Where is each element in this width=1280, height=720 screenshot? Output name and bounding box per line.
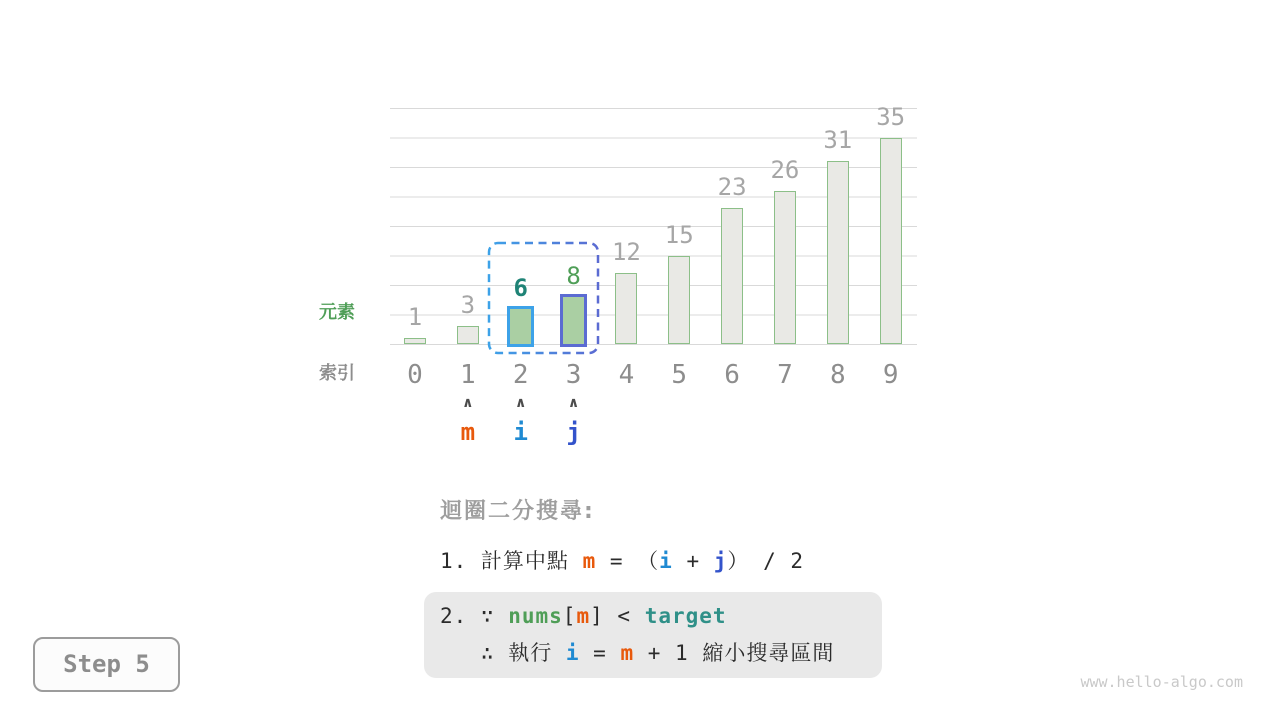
index-label-6: 6 (724, 360, 740, 390)
step1-line (440, 547, 804, 576)
bar-index-0 (404, 338, 426, 344)
code-token: ] < (590, 604, 645, 628)
code-token: m (620, 641, 635, 665)
bar-value-label: 23 (717, 173, 747, 202)
pointer-label-i: i (513, 418, 528, 446)
code-token: 1. 計算中點 (440, 549, 583, 573)
code-token: m (582, 549, 597, 573)
code-token: j (713, 549, 728, 573)
index-label-8: 8 (829, 360, 846, 390)
bar-value-label: 8 (566, 261, 581, 290)
bar-value-label: 6 (513, 273, 528, 302)
code-token: 2. ∵ (440, 604, 509, 628)
index-label-7: 7 (777, 360, 793, 390)
bar-index-5 (668, 256, 690, 345)
bar-index-7 (774, 191, 796, 344)
index-label-4: 4 (618, 360, 635, 390)
code-token: = (579, 641, 621, 665)
bar-value-label: 12 (611, 238, 641, 267)
code-token: m (576, 604, 591, 628)
code-token: nums (508, 604, 563, 628)
loop-heading: 迴圈二分搜尋: (440, 499, 595, 524)
step2-action-line (440, 635, 882, 672)
bar-value-label: 26 (770, 155, 800, 184)
bar-index-9 (880, 138, 902, 345)
bar-value-label: 1 (407, 303, 423, 332)
code-token: [ (562, 604, 577, 628)
bar-value-label: 3 (460, 291, 476, 320)
index-label-1: 1 (460, 360, 476, 390)
bar-index-4 (615, 273, 637, 344)
step-badge: Step 5 (33, 637, 180, 692)
caret-up-icon: ∧ (567, 395, 580, 411)
code-token: ∴ 執行 (440, 641, 566, 665)
code-token: target (644, 604, 727, 628)
bar-value-label: 31 (823, 126, 853, 155)
index-axis-label: 索引 (319, 363, 355, 384)
bar-index-2 (507, 306, 534, 347)
step2-box (424, 592, 882, 678)
index-label-3: 3 (565, 360, 582, 390)
bar-chart (390, 102, 917, 345)
index-label-9: 9 (882, 360, 899, 390)
index-label-2: 2 (512, 360, 529, 390)
bar-index-8 (827, 161, 849, 344)
code-token: i (565, 641, 580, 665)
code-token: + 1 縮小搜尋區間 (634, 641, 835, 665)
bar-index-3 (560, 294, 587, 347)
bar-index-6 (721, 208, 743, 344)
step2-condition-line (440, 598, 882, 635)
code-token: ） / 2 (727, 549, 804, 573)
website-url: www.hello-algo.com (1080, 673, 1243, 691)
index-label-0: 0 (407, 360, 423, 390)
bar-value-label: 15 (664, 220, 694, 249)
pointer-label-j: j (566, 418, 581, 446)
caret-up-icon: ∧ (515, 395, 527, 411)
elements-axis-label: 元素 (319, 302, 355, 323)
bar-index-1 (457, 326, 479, 344)
code-token: = （ (596, 549, 660, 573)
code-token: i (659, 549, 673, 573)
bar-value-label: 35 (876, 102, 906, 131)
code-token: + (672, 549, 714, 573)
index-label-5: 5 (671, 360, 688, 390)
pointer-label-m: m (460, 418, 476, 446)
caret-up-icon: ∧ (462, 395, 474, 411)
